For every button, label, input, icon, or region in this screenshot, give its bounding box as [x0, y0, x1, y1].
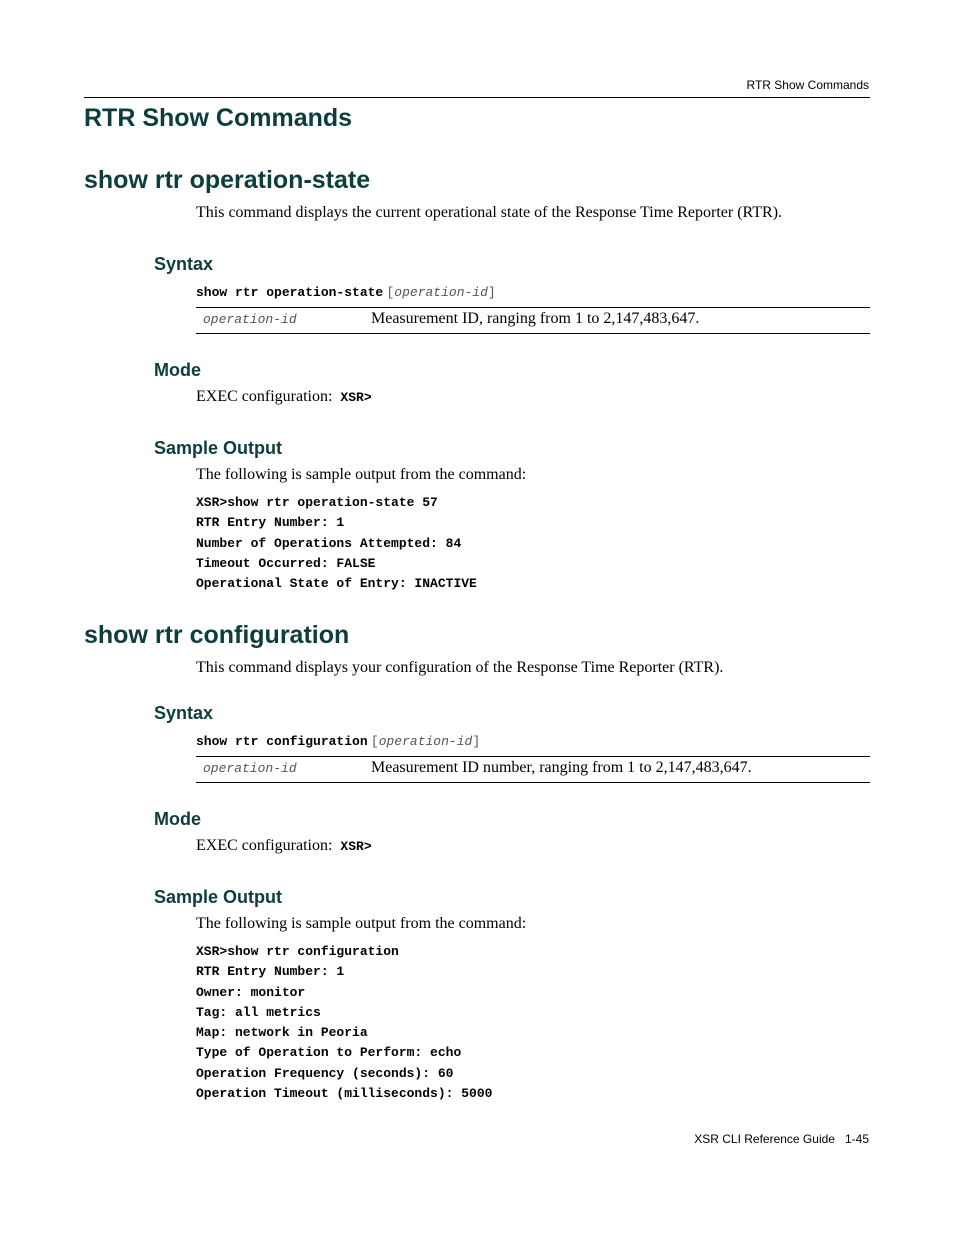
output-line: Number of Operations Attempted: 84: [196, 535, 462, 551]
parameter-table: [196, 756, 870, 783]
output-line: XSR>show rtr operation-state 57: [196, 495, 438, 510]
syntax-bracket-close: ]: [487, 285, 496, 300]
mode-line: [196, 389, 372, 405]
sample-output: [196, 942, 492, 1104]
mode-line: [196, 838, 372, 854]
sample-output: [196, 493, 477, 594]
syntax-command: show rtr operation-state: [196, 285, 384, 300]
sample-intro: The following is sample output from the command:: [196, 915, 527, 932]
sample-intro: The following is sample output from the command:: [196, 466, 527, 483]
page-footer: [694, 1132, 869, 1146]
footer-guide-title: XSR CLI Reference Guide: [694, 1132, 835, 1146]
page-number: 1-45: [844, 1132, 869, 1146]
mode-text: EXEC configuration:: [196, 837, 333, 854]
syntax-option: operation-id: [378, 734, 473, 749]
mode-prompt: XSR>: [340, 390, 372, 405]
output-line: RTR Entry Number: 1: [196, 964, 345, 980]
output-line: XSR>show rtr configuration: [196, 944, 399, 959]
syntax-option: operation-id: [394, 285, 488, 300]
output-line: Operation Timeout (milliseconds): 5000: [196, 1086, 493, 1102]
parameter-name: operation-id: [203, 761, 297, 776]
syntax-command: show rtr configuration: [196, 734, 368, 749]
mode-heading: Mode: [154, 360, 201, 380]
parameter-description: Measurement ID number, ranging from 1 to 2,147,483,647.: [371, 759, 752, 776]
syntax-bracket-open: [: [370, 734, 379, 749]
sample-output-heading: Sample Output: [154, 438, 283, 458]
sample-output-heading: Sample Output: [154, 887, 283, 907]
syntax-line: [196, 734, 480, 748]
output-line: RTR Entry Number: 1: [196, 515, 345, 531]
syntax-bracket-open: [: [386, 285, 395, 300]
mode-prompt: XSR>: [340, 839, 372, 854]
syntax-heading: Syntax: [154, 703, 214, 723]
output-line: Timeout Occurred: FALSE: [196, 555, 376, 571]
syntax-bracket-close: ]: [472, 734, 481, 749]
output-line: Operational State of Entry: INACTIVE: [196, 576, 477, 592]
section-title: show rtr operation-state: [84, 166, 371, 194]
syntax-line: [196, 285, 496, 299]
running-header: RTR Show Commands: [746, 78, 869, 92]
output-line: Operation Frequency (seconds): 60: [196, 1065, 454, 1081]
mode-heading: Mode: [154, 809, 201, 829]
output-line: Type of Operation to Perform: echo: [196, 1045, 462, 1061]
parameter-description: Measurement ID, ranging from 1 to 2,147,483,647.: [371, 310, 700, 327]
section-title: show rtr configuration: [84, 621, 350, 649]
output-line: Tag: all metrics: [196, 1004, 321, 1020]
mode-text: EXEC configuration:: [196, 388, 333, 405]
output-line: Owner: monitor: [196, 984, 306, 1000]
section-description: This command displays your configuration of the Response Time Reporter (RTR).: [196, 659, 724, 676]
section-description: This command displays the current operational state of the Response Time Reporter (RTR).: [196, 204, 783, 221]
output-line: Map: network in Peoria: [196, 1025, 368, 1041]
header-rule: [84, 97, 870, 98]
parameter-table: [196, 307, 870, 334]
parameter-name: operation-id: [203, 312, 297, 327]
chapter-title: RTR Show Commands: [84, 104, 353, 132]
syntax-heading: Syntax: [154, 254, 214, 274]
